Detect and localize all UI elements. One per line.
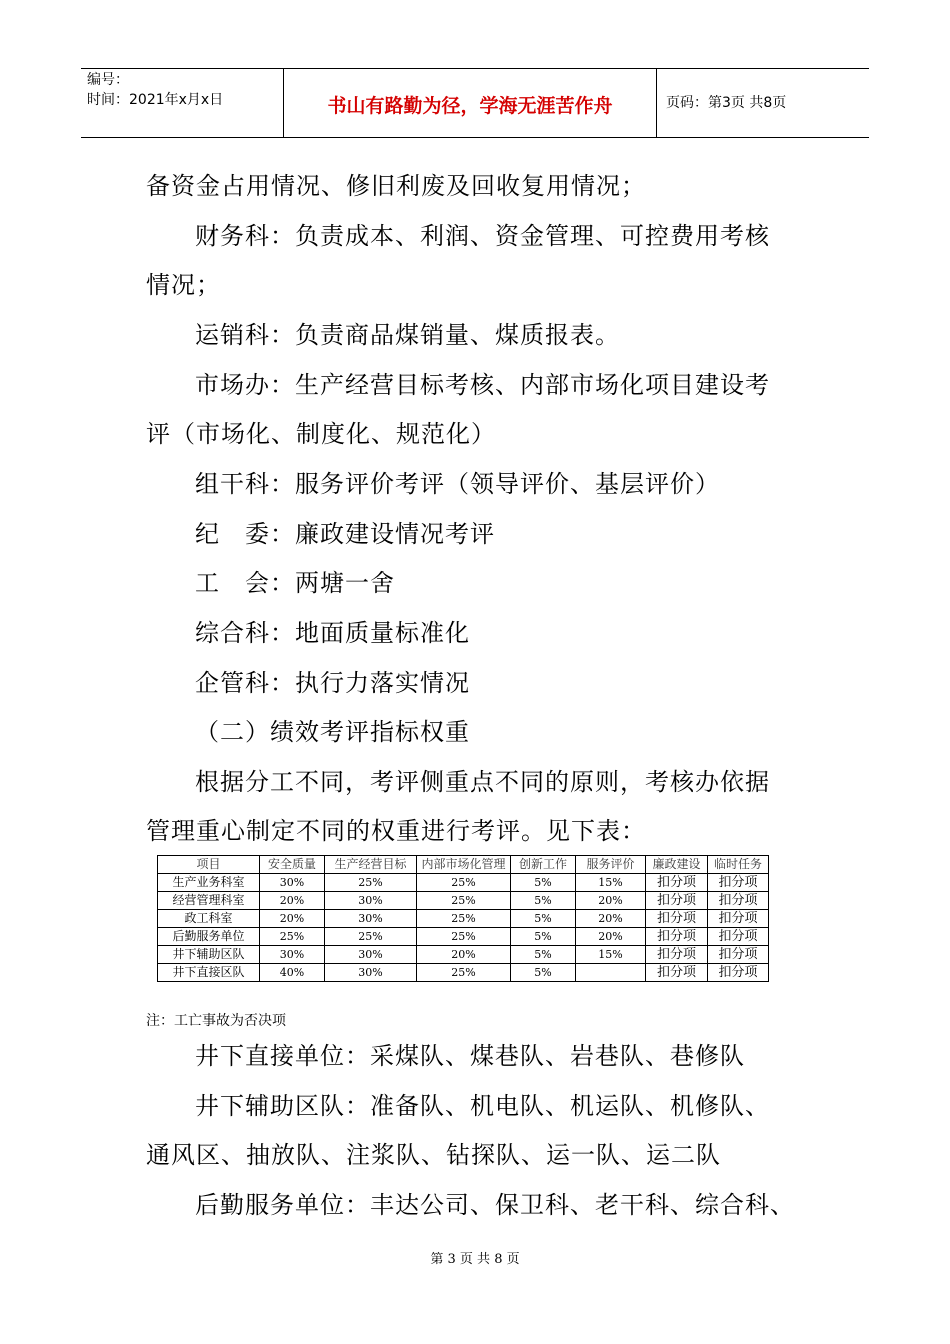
body-line: 综合科：地面质量标准化	[195, 619, 470, 647]
table-cell: 扣分项	[646, 910, 708, 928]
table-cell: 20%	[260, 910, 325, 928]
table-row	[158, 874, 769, 892]
body-line: 企管科：执行力落实情况	[195, 669, 470, 697]
table-cell: 5%	[511, 892, 576, 910]
table-header-cell: 创新工作	[511, 856, 576, 874]
table-cell: 5%	[511, 946, 576, 964]
table-cell: 20%	[576, 928, 646, 946]
table-header-cell: 安全质量	[260, 856, 325, 874]
table-cell: 扣分项	[708, 910, 769, 928]
body-line: 根据分工不同，考评侧重点不同的原则，考核办依据	[195, 768, 770, 796]
table-note: 注：工亡事故为否决项	[146, 1013, 286, 1029]
table-cell: 15%	[576, 946, 646, 964]
table-cell: 扣分项	[646, 874, 708, 892]
body-line: 运销科：负责商品煤销量、煤质报表。	[195, 321, 620, 349]
table-header-cell: 内部市场化管理	[417, 856, 511, 874]
table-cell	[576, 964, 646, 982]
section-heading: （二）绩效考评指标权重	[195, 718, 470, 746]
table-row	[158, 910, 769, 928]
header-motto-cell	[283, 69, 657, 137]
table-cell: 25%	[417, 928, 511, 946]
table-cell: 30%	[260, 946, 325, 964]
body-line: 市场办：生产经营目标考核、内部市场化项目建设考	[195, 371, 770, 399]
table-cell: 30%	[325, 910, 417, 928]
table-cell: 扣分项	[646, 946, 708, 964]
table-header-cell: 项目	[158, 856, 260, 874]
table-cell: 扣分项	[646, 964, 708, 982]
table-cell: 15%	[576, 874, 646, 892]
table-cell: 30%	[325, 964, 417, 982]
document-header	[81, 68, 869, 138]
body-line: 工 会：两塘一舍	[195, 569, 395, 597]
table-cell: 30%	[260, 874, 325, 892]
header-left-cell	[81, 69, 283, 137]
table-row	[158, 928, 769, 946]
body-line: 管理重心制定不同的权重进行考评。见下表：	[146, 817, 646, 845]
header-right-cell	[656, 69, 869, 137]
row-label: 井下直接区队	[158, 964, 260, 982]
row-label: 生产业务科室	[158, 874, 260, 892]
table-cell: 5%	[511, 874, 576, 892]
table-cell: 扣分项	[708, 874, 769, 892]
motto-text: 书山有路勤为径，学海无涯苦作舟	[327, 95, 613, 117]
row-label: 井下辅助区队	[158, 946, 260, 964]
body-line: 井下辅助区队：准备队、机电队、机运队、机修队、	[195, 1092, 770, 1120]
table-cell: 20%	[576, 892, 646, 910]
body-line: 纪 委：廉政建设情况考评	[195, 520, 495, 548]
table-cell: 扣分项	[646, 928, 708, 946]
table-cell: 25%	[417, 892, 511, 910]
table-cell: 5%	[511, 910, 576, 928]
body-line: 情况；	[146, 271, 221, 299]
table-cell: 30%	[325, 892, 417, 910]
table-header-cell: 廉政建设	[646, 856, 708, 874]
page-code: 页码：第3页 共8页	[666, 95, 787, 111]
table-cell: 25%	[417, 910, 511, 928]
table-row	[158, 946, 769, 964]
table-cell: 25%	[417, 964, 511, 982]
table-row	[158, 964, 769, 982]
table-cell: 20%	[260, 892, 325, 910]
table-header-cell: 生产经营目标	[325, 856, 417, 874]
body-line: 后勤服务单位：丰达公司、保卫科、老干科、综合科、	[195, 1191, 795, 1219]
body-line: 通风区、抽放队、注浆队、钻探队、运一队、运二队	[146, 1141, 721, 1169]
table-cell: 20%	[417, 946, 511, 964]
body-line: 评（市场化、制度化、规范化）	[146, 420, 496, 448]
table-cell: 25%	[325, 928, 417, 946]
number-label: 编号：	[87, 72, 129, 88]
table-cell: 扣分项	[708, 892, 769, 910]
row-label: 经营管理科室	[158, 892, 260, 910]
table-header-cell: 服务评价	[576, 856, 646, 874]
table-header-cell: 临时任务	[708, 856, 769, 874]
table-cell: 25%	[260, 928, 325, 946]
time-label: 时间：2021年x月x日	[87, 92, 224, 108]
row-label: 后勤服务单位	[158, 928, 260, 946]
table-row	[158, 892, 769, 910]
page-footer: 第 3 页 共 8 页	[430, 1252, 520, 1267]
table-cell: 20%	[576, 910, 646, 928]
table-cell: 30%	[325, 946, 417, 964]
table-cell: 25%	[325, 874, 417, 892]
table-cell: 扣分项	[646, 892, 708, 910]
table-header-row	[158, 856, 769, 874]
table-cell: 扣分项	[708, 964, 769, 982]
table-cell: 5%	[511, 964, 576, 982]
body-line: 备资金占用情况、修旧利废及回收复用情况；	[146, 172, 646, 200]
table-cell: 扣分项	[708, 928, 769, 946]
table-cell: 25%	[417, 874, 511, 892]
table-cell: 扣分项	[708, 946, 769, 964]
table-cell: 40%	[260, 964, 325, 982]
body-line: 井下直接单位：采煤队、煤巷队、岩巷队、巷修队	[195, 1042, 745, 1070]
table-cell: 5%	[511, 928, 576, 946]
body-line: 组干科：服务评价考评（领导评价、基层评价）	[195, 470, 720, 498]
weight-table	[157, 855, 769, 982]
body-line: 财务科：负责成本、利润、资金管理、可控费用考核	[195, 222, 770, 250]
row-label: 政工科室	[158, 910, 260, 928]
